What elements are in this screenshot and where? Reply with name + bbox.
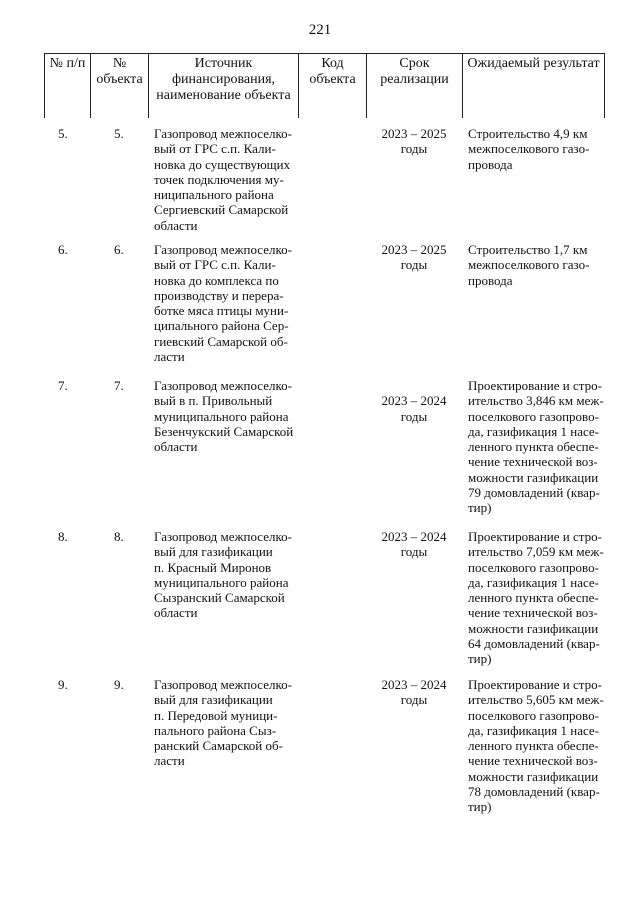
cell-result-line: да, газификация 1 насе- <box>468 574 599 590</box>
cell-source-line: гиевский Самарской об- <box>154 333 288 349</box>
cell-num-text: 9. <box>58 677 68 692</box>
cell-source-line: ципального района Сер- <box>154 318 289 334</box>
cell-result-line: поселкового газопрово- <box>468 408 599 424</box>
cell-obj <box>90 242 148 257</box>
cell-source <box>154 677 306 769</box>
cell-term-line: годы <box>400 408 428 424</box>
cell-term-line: годы <box>400 544 428 560</box>
cell-num-text: 6. <box>58 242 68 257</box>
cell-result-line: да, газификация 1 насе- <box>468 423 599 439</box>
cell-source-line: области <box>154 605 198 621</box>
header-source: Источник финансирования, наименование объекта <box>149 54 299 119</box>
cell-source-line: ниципального района <box>154 187 274 203</box>
cell-result-line: провода <box>468 272 513 288</box>
cell-source-line: Сызранский Самарской <box>154 590 285 606</box>
cell-result-line: межпоселкового газо- <box>468 141 590 157</box>
cell-result-line: Проектирование и стро- <box>468 677 602 692</box>
cell-source-line: Сергиевский Самарской <box>154 202 289 218</box>
cell-source-line: п. Красный Миронов <box>154 559 272 575</box>
cell-source-line: вый в п. Привольный <box>154 393 273 409</box>
cell-result-line: можности газификации <box>468 469 599 485</box>
cell-result-line: провода <box>468 156 513 172</box>
cell-source-line: муниципального района <box>154 574 289 590</box>
cell-obj-text: 8. <box>114 529 124 544</box>
cell-source-line: ласти <box>154 349 185 365</box>
cell-term-line <box>366 378 462 393</box>
cell-term-line: 2023 – 2024 <box>381 677 447 692</box>
cell-source-line: Газопровод межпоселко- <box>154 529 292 544</box>
cell-num-text: 8. <box>58 529 68 544</box>
cell-obj-text: 6. <box>114 242 124 257</box>
cell-result-line: ленного пункта обеспе- <box>468 590 599 606</box>
cell-result-line: поселкового газопрово- <box>468 707 599 723</box>
cell-result <box>468 378 608 516</box>
cell-term-line: 2023 – 2025 <box>381 126 447 141</box>
cell-source <box>154 242 306 364</box>
cell-term-line: годы <box>400 141 428 157</box>
cell-result-line: 78 домовладений (квар- <box>468 784 600 800</box>
cell-source-line: вый от ГРС с.п. Кали- <box>154 257 276 273</box>
cell-result-line: ленного пункта обеспе- <box>468 439 599 455</box>
cell-term <box>366 529 462 560</box>
cell-source-line: области <box>154 439 198 455</box>
cell-term-line: 2023 – 2024 <box>381 529 447 544</box>
cell-num <box>44 677 90 692</box>
cell-result-line: Проектирование и стро- <box>468 378 602 393</box>
cell-result-line: поселкового газопрово- <box>468 559 599 575</box>
cell-source-line: Безенчукский Самарской <box>154 423 294 439</box>
cell-result <box>468 677 608 815</box>
cell-source-line: Газопровод межпоселко- <box>154 126 292 141</box>
cell-source-line: ранский Самарской об- <box>154 738 283 754</box>
cell-obj <box>90 677 148 692</box>
cell-source-line: новка до комплекса по <box>154 272 279 288</box>
cell-result-line: тир) <box>468 500 492 516</box>
cell-result-line: ительство 3,846 км меж- <box>468 393 604 409</box>
cell-num-text: 7. <box>58 378 68 393</box>
cell-result-line: Строительство 4,9 км <box>468 126 588 141</box>
cell-result <box>468 529 608 667</box>
cell-source-line: области <box>154 217 198 233</box>
cell-obj <box>90 126 148 141</box>
cell-obj-text: 5. <box>114 126 124 141</box>
cell-source-line: производству и перера- <box>154 287 284 303</box>
cell-result-line: можности газификации <box>468 768 599 784</box>
cell-source <box>154 126 306 233</box>
header-obj: № объекта <box>91 54 149 119</box>
cell-result-line: 64 домовладений (квар- <box>468 636 600 652</box>
cell-source <box>154 529 306 621</box>
cell-result-line: тир) <box>468 799 492 815</box>
cell-result-line: чение технической воз- <box>468 753 598 769</box>
cell-term-line: 2023 – 2025 <box>381 242 447 257</box>
cell-result <box>468 126 608 172</box>
header-code: Код объекта <box>299 54 367 119</box>
cell-source-line: точек подключения му- <box>154 171 284 187</box>
cell-result-line: можности газификации <box>468 620 599 636</box>
cell-num <box>44 242 90 257</box>
header-term: Срок реализации <box>367 54 463 119</box>
cell-source-line: вый от ГРС с.п. Кали- <box>154 141 276 157</box>
cell-result-line: да, газификация 1 насе- <box>468 722 599 738</box>
cell-source-line: ласти <box>154 753 185 769</box>
cell-source-line: Газопровод межпоселко- <box>154 378 292 393</box>
cell-source-line: ботке мяса птицы муни- <box>154 303 289 319</box>
cell-source-line: п. Передовой муници- <box>154 707 278 723</box>
cell-term <box>366 677 462 708</box>
table-header <box>44 53 605 118</box>
cell-result-line: Проектирование и стро- <box>468 529 602 544</box>
cell-term-line: годы <box>400 257 428 273</box>
cell-obj-text: 7. <box>114 378 124 393</box>
cell-source-line: пального района Сыз- <box>154 722 277 738</box>
cell-source <box>154 378 306 454</box>
cell-result-line: чение технической воз- <box>468 605 598 621</box>
cell-source-line: муниципального района <box>154 408 289 424</box>
cell-source-line: Газопровод межпоселко- <box>154 242 292 257</box>
cell-result-line: межпоселкового газо- <box>468 257 590 273</box>
cell-num <box>44 529 90 544</box>
cell-num <box>44 378 90 393</box>
cell-term-line: годы <box>400 692 428 708</box>
cell-source-line: Газопровод межпоселко- <box>154 677 292 692</box>
header-num: № п/п <box>45 54 91 119</box>
cell-result-line: чение технической воз- <box>468 454 598 470</box>
cell-obj-text: 9. <box>114 677 124 692</box>
cell-result-line: тир) <box>468 651 492 667</box>
cell-result-line: 79 домовладений (квар- <box>468 485 600 501</box>
cell-result-line: ленного пункта обеспе- <box>468 738 599 754</box>
cell-result <box>468 242 608 288</box>
cell-obj <box>90 529 148 544</box>
cell-source-line: вый для газификации <box>154 544 273 560</box>
page-number: 221 <box>308 22 332 38</box>
cell-term <box>366 126 462 157</box>
cell-source-line: новка до существующих <box>154 156 291 172</box>
cell-term <box>366 242 462 273</box>
cell-term-line: 2023 – 2024 <box>381 393 447 409</box>
cell-num-text: 5. <box>58 126 68 141</box>
cell-num <box>44 126 90 141</box>
cell-result-line: Строительство 1,7 км <box>468 242 588 257</box>
cell-obj <box>90 378 148 393</box>
cell-result-line: ительство 7,059 км меж- <box>468 544 604 560</box>
cell-term <box>366 378 462 424</box>
header-result: Ожидаемый результат <box>463 54 605 119</box>
cell-result-line: ительство 5,605 км меж- <box>468 692 604 708</box>
cell-source-line: вый для газификации <box>154 692 273 708</box>
